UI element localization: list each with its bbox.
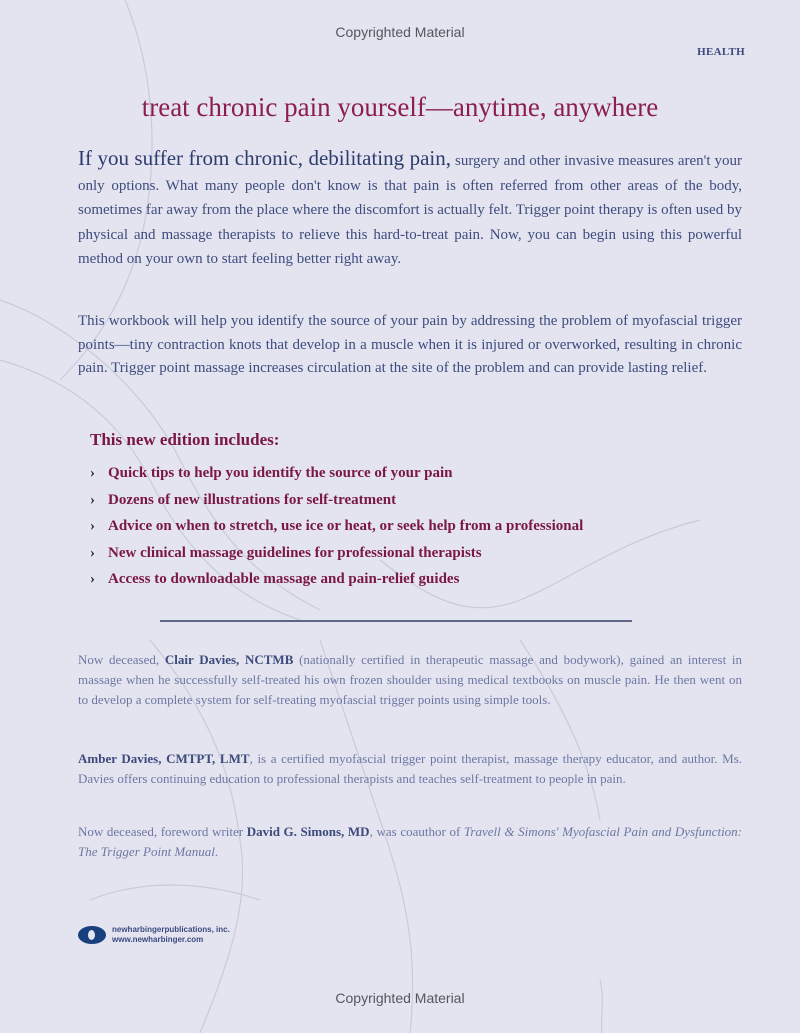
list-item: › New clinical massage guidelines for professional therapists (90, 540, 730, 567)
author-name: Clair Davies, NCTMB (164, 652, 294, 667)
includes-list (90, 460, 730, 593)
publisher-block (78, 925, 230, 945)
copyright-watermark-bottom: Copyrighted Material (335, 990, 465, 1006)
book-title: Travell & Simons' Myofascial Pain and Dysfunction: The Trigger Point Manual (78, 824, 743, 859)
chevron-right-icon: › (90, 465, 95, 481)
newharbinger-logo-icon (78, 926, 106, 944)
section-divider (160, 620, 632, 622)
publisher-url: www.newharbinger.com (112, 935, 204, 944)
author-bio-clair-davies: Now deceased, Clair Davies, NCTMB (nationally certified in therapeutic massage and bodywork), gained an interest in massage when he successfully self-treated his own frozen shoulder using medical textbooks on muscle pain. He then went on to develop a complete system for self-treating myofascial trigger points using simple tools. (78, 652, 742, 707)
list-item: › Advice on when to stretch, use ice or heat, or seek help from a professional (90, 513, 730, 540)
chevron-right-icon: › (90, 544, 95, 561)
list-item: › Quick tips to help you identify the source of your pain (90, 460, 730, 487)
author-name: Amber Davies, CMTPT, LMT (78, 751, 250, 766)
list-item: › Access to downloadable massage and pain-relief guides (90, 566, 730, 593)
category-label: HEALTH (697, 46, 745, 58)
workbook-paragraph: This workbook will help you identify the source of your pain by addressing the problem of myofascial trigger points—tiny contraction knots that develop in a muscle when it is injured or overworked, resulting in chronic pain. Trigger point massage increases circulation at the site of the problem and can provide lasting relief. (78, 313, 742, 376)
includes-heading: This new edition includes: (90, 430, 280, 449)
edition-includes-section (90, 430, 730, 593)
chevron-right-icon: › (90, 491, 95, 508)
author-bio-amber-davies: Amber Davies, CMTPT, LMT, is a certified myofascial trigger point therapist, massage therapy educator, and author. Ms. Davies offers continuing education to professional therapists and teaches self-treatment to people in pain. (78, 751, 743, 786)
intro-paragraph (78, 146, 742, 272)
chevron-right-icon: › (90, 518, 95, 534)
tagline-heading: treat chronic pain yourself—anytime, anywhere (141, 92, 659, 122)
author-name: David G. Simons, MD (246, 824, 370, 839)
author-bio-david-simons: Now deceased, foreword writer David G. Simons, MD, was coauthor of Travell & Simons' Myofascial Pain and Dysfunction: The Trigger Point Manual. (78, 824, 743, 859)
list-item: › Dozens of new illustrations for self-treatment (90, 487, 730, 514)
publisher-name: newharbingerpublications, inc. (112, 925, 230, 934)
chevron-right-icon: › (90, 571, 95, 587)
intro-lead: If you suffer from chronic, debilitating pain, (78, 146, 452, 170)
copyright-watermark-top: Copyrighted Material (335, 24, 465, 40)
intro-text: surgery and other invasive measures aren't your only options. What many people don't know is that pain is often referred from other areas of the body, sometimes far away from the place where the discomfort is actually felt. Trigger point therapy is often used by physical and massage therapists to relieve this hard-to-treat pain. Now, you can begin using this powerful method on your own to start feeling better right away. (78, 153, 742, 268)
